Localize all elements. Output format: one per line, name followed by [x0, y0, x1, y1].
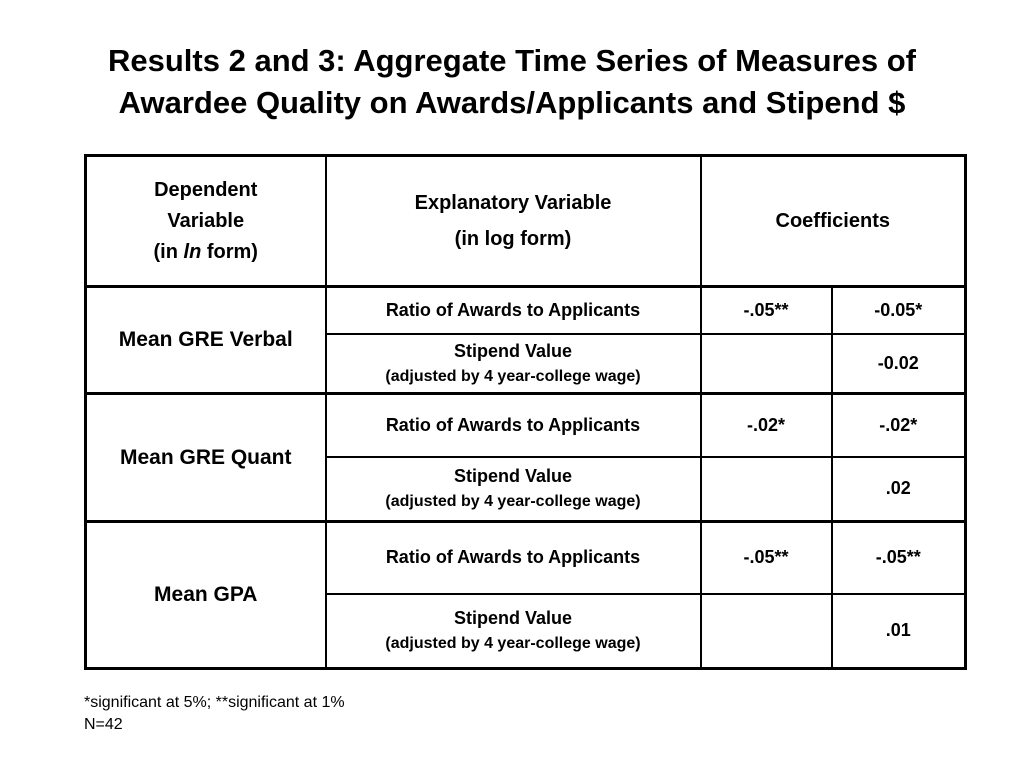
header-dependent-line-3: (in ln form) — [153, 240, 258, 263]
coefficient-cell-2: -0.02 — [832, 334, 966, 394]
coefficient-cell-1 — [701, 334, 832, 394]
explanatory-variable-name: Stipend Value — [453, 608, 573, 629]
header-explanatory-variable — [326, 156, 701, 287]
footnote-significance: *significant at 5%; **significant at 1% — [84, 694, 345, 711]
coefficient-cell-2: .01 — [832, 594, 966, 669]
explanatory-variable-note: (adjusted by 4 year-college wage) — [385, 635, 641, 653]
table-row — [86, 394, 966, 457]
explanatory-variable-cell — [326, 394, 701, 457]
coefficient-cell-2: -.05** — [832, 522, 966, 594]
header-dependent-line-1: Dependent — [154, 178, 258, 201]
table-row — [86, 287, 966, 334]
header-explanatory-line-1: Explanatory Variable — [414, 192, 612, 214]
coefficient-cell-1: -.05** — [701, 522, 832, 594]
explanatory-variable-cell — [326, 287, 701, 334]
explanatory-variable-name: Ratio of Awards to Applicants — [385, 414, 641, 435]
coefficient-cell-1: -.05** — [701, 287, 832, 334]
coefficient-cell-1 — [701, 594, 832, 669]
explanatory-variable-cell — [326, 334, 701, 394]
dependent-variable-cell: Mean GRE Quant — [86, 394, 326, 522]
header-coefficients: Coefficients — [701, 156, 966, 287]
header-dependent-line-2: Variable — [167, 209, 245, 232]
results-table — [84, 154, 967, 670]
slide-title-line-2: Awardee Quality on Awards/Applicants and Stipend $ — [118, 85, 906, 120]
coefficient-cell-1: -.02* — [701, 394, 832, 457]
header-explanatory-line-2: (in log form) — [454, 228, 572, 250]
coefficient-cell-2: -.02* — [832, 394, 966, 457]
explanatory-variable-cell — [326, 457, 701, 522]
dependent-variable-cell: Mean GRE Verbal — [86, 287, 326, 394]
explanatory-variable-name: Ratio of Awards to Applicants — [385, 299, 641, 320]
slide-title — [40, 40, 984, 124]
coefficient-cell-2: .02 — [832, 457, 966, 522]
explanatory-variable-note: (adjusted by 4 year-college wage) — [385, 493, 641, 511]
table-header-row — [86, 156, 966, 287]
explanatory-variable-name: Ratio of Awards to Applicants — [385, 547, 641, 568]
footnote — [84, 692, 345, 736]
table-row — [86, 522, 966, 594]
explanatory-variable-cell — [326, 522, 701, 594]
slide-title-line-1: Results 2 and 3: Aggregate Time Series of Measures of — [108, 43, 916, 78]
header-dependent-variable — [86, 156, 326, 287]
explanatory-variable-name: Stipend Value — [453, 340, 573, 361]
explanatory-variable-cell — [326, 594, 701, 669]
coefficient-cell-1 — [701, 457, 832, 522]
explanatory-variable-name: Stipend Value — [453, 466, 573, 487]
coefficient-cell-2: -0.05* — [832, 287, 966, 334]
explanatory-variable-note: (adjusted by 4 year-college wage) — [385, 367, 641, 385]
dependent-variable-cell: Mean GPA — [86, 522, 326, 669]
footnote-sample-size: N=42 — [84, 716, 123, 733]
